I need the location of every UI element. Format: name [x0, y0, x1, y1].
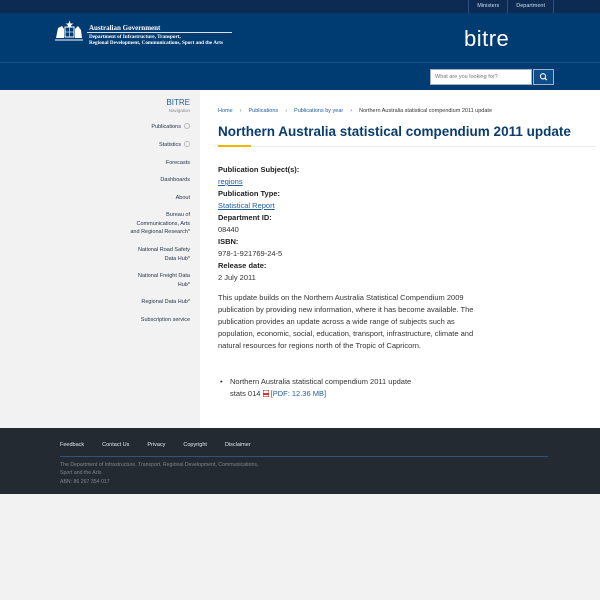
footer-text	[60, 461, 258, 486]
header-divider	[87, 32, 232, 33]
pdf-icon	[263, 390, 269, 397]
chevron-icon	[184, 123, 190, 129]
search-icon	[534, 70, 553, 84]
government-name: Australian Government	[89, 24, 161, 32]
sidebar-item-publications[interactable]	[151, 123, 190, 132]
breadcrumb-publications[interactable]: Publications	[248, 108, 279, 114]
sidebar-nav	[0, 90, 200, 428]
title-divider	[251, 146, 596, 147]
footer-text-line-1: The Department of Infrastructure, Transport, Regional Development, Communications,	[60, 462, 259, 468]
sidebar-item-label: Hub*	[177, 281, 190, 288]
top-links	[468, 0, 554, 13]
sidebar-item-label: Forecasts	[165, 160, 190, 166]
sidebar-item-regional-data[interactable]	[141, 298, 190, 307]
footer-text-line-2: Sport and the Arts	[60, 470, 102, 477]
department-name	[89, 34, 223, 47]
isbn-value: 978-1-921769-24-5	[218, 249, 283, 258]
download-subtitle: stats 014	[230, 389, 261, 398]
sidebar-item-forecasts[interactable]	[166, 159, 190, 168]
footer-links	[60, 442, 269, 448]
footer-divider	[60, 456, 548, 457]
site-logo[interactable]: bitre	[464, 26, 510, 51]
sidebar-item-about[interactable]	[176, 194, 190, 203]
sidebar-item-bcarr[interactable]	[130, 211, 190, 237]
sidebar-item-label: National Road Safety	[138, 247, 190, 253]
top-link-department[interactable]: Department	[507, 0, 554, 13]
breadcrumb-by-year[interactable]: Publications by year	[294, 108, 344, 114]
search-input[interactable]	[430, 69, 532, 85]
footer-link-disclaimer[interactable]: Disclaimer	[224, 442, 251, 448]
dept-id-value: 08440	[218, 225, 239, 234]
footer-abn: ABN: 86 267 354 017	[60, 478, 110, 485]
publication-meta	[218, 164, 299, 284]
department-name-line-2: Regional Development, Communications, Sport and the Arts	[89, 40, 224, 47]
type-label: Publication Type:	[218, 189, 280, 198]
sidebar-item-subscription[interactable]	[141, 316, 190, 325]
site-footer	[0, 428, 600, 494]
chevron-icon	[184, 141, 190, 147]
sidebar-item-label: and Regional Research*	[130, 229, 190, 235]
chevron-right-icon: ›	[350, 108, 353, 114]
department-name-line-1: Department of Infrastructure, Transport,	[89, 34, 181, 40]
bullet-icon: •	[220, 377, 223, 386]
release-date-label: Release date:	[218, 261, 267, 270]
page-title: Northern Australia statistical compendium 2011 update	[218, 124, 571, 139]
sidebar-item-label: Data Hub*	[164, 255, 190, 262]
sidebar-item-label: Subscription service	[140, 317, 190, 323]
footer-link-privacy[interactable]: Privacy	[147, 442, 166, 448]
sidebar-item-label: Bureau of	[166, 212, 190, 218]
title-accent-bar	[218, 145, 251, 147]
footer-link-copyright[interactable]: Copyright	[183, 442, 207, 448]
sidebar-subtitle: Navigation	[168, 108, 190, 113]
main-content	[200, 90, 600, 428]
sidebar-item-label: Communications, Arts	[136, 220, 190, 227]
sidebar-item-label: Regional Data Hub*	[141, 299, 190, 305]
breadcrumb-home[interactable]: Home	[218, 108, 233, 114]
sidebar-title-text[interactable]: BITRE	[166, 98, 190, 107]
breadcrumb-current: Northern Australia statistical compendium 2011 update	[359, 108, 492, 114]
chevron-right-icon: ›	[239, 108, 242, 114]
sidebar-title	[166, 98, 190, 113]
sidebar-item-freight[interactable]	[138, 272, 190, 289]
top-strip	[0, 0, 600, 13]
breadcrumb	[218, 108, 492, 114]
sidebar-item-statistics[interactable]	[159, 141, 190, 150]
search-button[interactable]	[533, 69, 554, 85]
subject-label: Publication Subject(s):	[218, 165, 300, 174]
sidebar-item-label: Dashboards	[160, 177, 190, 183]
sidebar-item-label: Statistics	[158, 142, 181, 148]
footer-link-contact[interactable]: Contact Us	[102, 442, 130, 448]
type-link[interactable]: Statistical Report	[218, 201, 275, 210]
isbn-label: ISBN:	[218, 237, 239, 246]
pdf-download-link[interactable]: [PDF: 12.36 MB]	[270, 389, 327, 398]
release-date-value: 2 July 2011	[218, 273, 256, 282]
sidebar-item-dashboards[interactable]	[160, 176, 190, 185]
sidebar-item-label: Publications	[151, 124, 181, 130]
footer-link-feedback[interactable]: Feedback	[60, 442, 85, 448]
subject-link[interactable]: regions	[218, 177, 243, 186]
download-title: Northern Australia statistical compendium 2011 update	[230, 377, 412, 386]
dept-id-label: Department ID:	[218, 213, 272, 222]
sidebar-item-road-safety[interactable]	[138, 246, 190, 263]
search-bar	[0, 62, 600, 90]
publication-description: This update builds on the Northern Australia Statistical Compendium 2009 publication by providing new information, where it has become available. The publication provides an update across a wide range of subjects such as population, economic, social, education, transport, infrastructure, climate and natural resources for regions north of the Tropic of Capricorn.	[218, 293, 474, 350]
top-link-ministers[interactable]: Ministers	[468, 0, 507, 13]
sidebar-item-label: About	[175, 195, 190, 201]
chevron-right-icon: ›	[285, 108, 288, 114]
sidebar-item-label: National Freight Data	[138, 273, 190, 279]
site-header	[0, 13, 600, 62]
download-list-item	[220, 376, 470, 400]
coat-of-arms-icon[interactable]	[54, 20, 84, 42]
